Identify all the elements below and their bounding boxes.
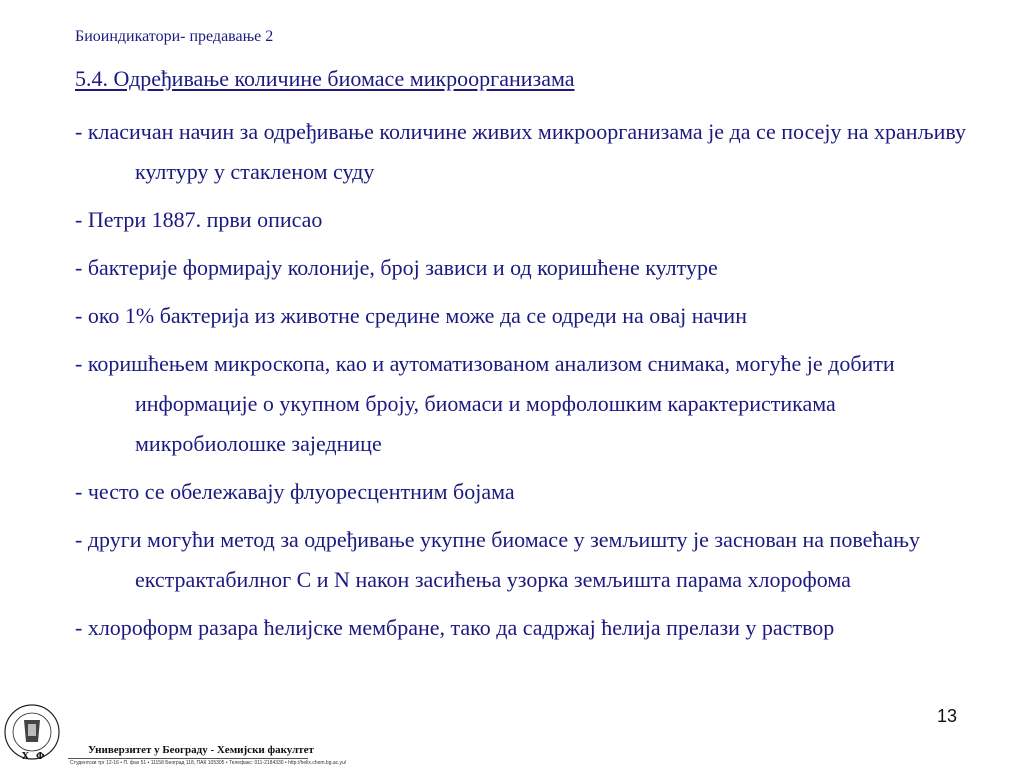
- footer: [0, 700, 347, 768]
- bullet-item: - бактерије формирају колоније, број зависи и од коришћене културе: [75, 255, 718, 280]
- bullet-item: - хлороформ разара ћелијске мембране, тако да садржај ћелија прелази у раствор: [75, 615, 835, 640]
- bullet-item: - често се обележавају флуоресцентним бојама: [75, 479, 515, 504]
- page-number: 13: [937, 706, 958, 726]
- bullet-item: - коришћењем микроскопа, као и аутоматизованом анализом снимака, могуће је добити информације о укупном броју, биомаси и морфолошким карактеристикама микробиолошке заједнице: [75, 351, 895, 456]
- bullet-list: [75, 112, 975, 656]
- svg-text:Ф: Ф: [36, 752, 45, 762]
- svg-text:Х: Х: [22, 752, 29, 762]
- faculty-logo-icon: [2, 702, 62, 764]
- bullet-item: - око 1% бактерија из животне средине може да се одреди на овај начин: [75, 303, 747, 328]
- bullet-item: - други могући метод за одређивање укупне биомасе у земљишту је заснован на повећању екстрактабилног C и N након засићења узорка земљишта парама хлорофома: [75, 527, 921, 592]
- bullet-item: - Петри 1887. први описао: [75, 207, 323, 232]
- slide-header: Биоиндикатори- предавање 2: [75, 28, 274, 45]
- footer-institution: Универзитет у Београду - Хемијски факултет: [88, 744, 314, 756]
- footer-divider: [68, 758, 308, 759]
- bullet-item: - класичан начин за одређивање количине живих микроорганизама је да се посеју на хранљиву културу у стакленом суду: [75, 119, 966, 184]
- section-heading: 5.4. Одређивање количине биомасе микроорганизама: [75, 66, 575, 91]
- footer-address: Студентски трг 12-16 • П. фах 51 • 11158 Београд 118, ПАК 105305 • Телефакс: 011-2184330 • http://helix.chem.bg.ac.yu/: [70, 760, 347, 766]
